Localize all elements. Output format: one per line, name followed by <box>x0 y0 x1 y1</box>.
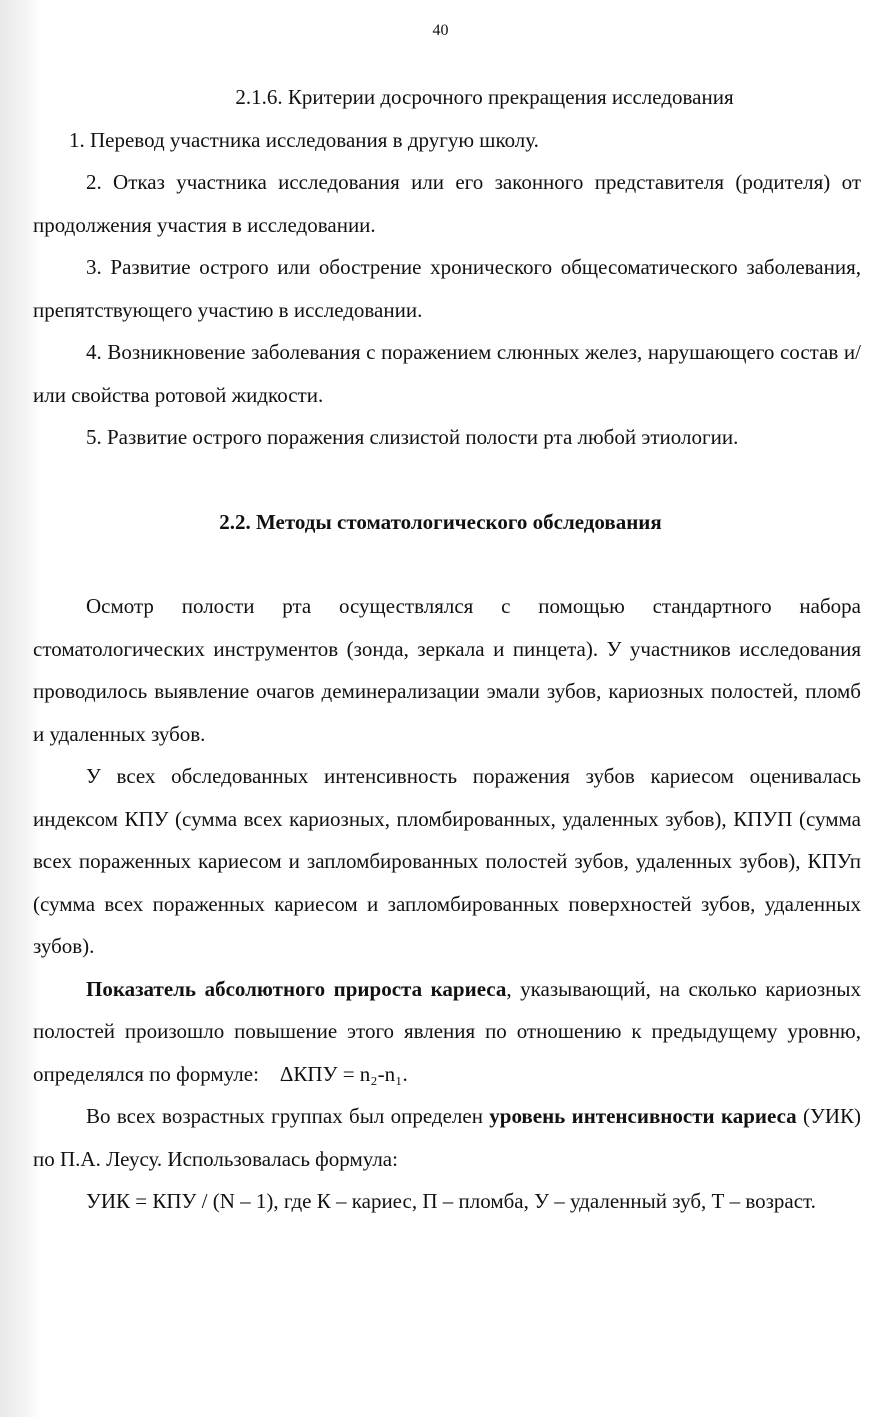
page-number: 40 <box>432 22 449 39</box>
criterion-4: 4. Возникновение заболевания с поражением слюнных желез, нарушающего состав и/или свойства ротовой жидкости. <box>33 340 861 407</box>
caries-intensity-term: уровень интенсивности кариеса <box>489 1104 797 1128</box>
section-2-2-title: 2.2. Методы стоматологического обследования <box>219 509 662 534</box>
paragraph-kpu-index: У всех обследованных интенсивность поражения зубов кариесом оценивалась индексом КПУ (сумма всех кариозных, пломбированных, удаленных зубов), КПУП (сумма всех пораженных кариесом и запломбированных полостей зубов, удаленных зубов), КПУп (сумма всех пораженных кариесом и запломбированных поверхностей зубов, удаленных зубов). <box>33 764 861 958</box>
paragraph-oral-examination: Осмотр полости рта осуществлялся с помощью стандартного набора стоматологических инструментов (зонда, зеркала и пинцета). У участников исследования проводилось выявление очагов деминерализации эмали зубов, кариозных полостей, пломб и удаленных зубов. <box>33 594 861 746</box>
criterion-1: 1. Перевод участника исследования в другую школу. <box>69 127 539 152</box>
section-2-1-6-title: 2.1.6. Критерии досрочного прекращения исследования <box>235 85 734 109</box>
caries-increment-formula: ΔКПУ = n₂-n₁. <box>279 1061 408 1086</box>
caries-intensity-lead: Во всех возрастных группах был определен <box>86 1104 490 1128</box>
caries-intensity-text: (УИК) по П.А. Леусу. Использовалась формула: <box>33 1104 861 1171</box>
criterion-2: 2. Отказ участника исследования или его законного представителя (родителя) от продолжения участия в исследовании. <box>33 170 861 237</box>
criterion-3: 3. Развитие острого или обострение хронического общесоматического заболевания, препятствующего участию в исследовании. <box>33 255 861 322</box>
paragraph-uik-formula: УИК = КПУ / (N – 1), где К – кариес, П – пломба, У – удаленный зуб, Т – возраст. <box>86 1189 816 1213</box>
document-body <box>33 76 861 1223</box>
caries-increment-text: , указывающий, на сколько кариозных полостей произошло повышение этого явления по отношению к предыдущему уровню, определялся по формуле: <box>33 976 861 1086</box>
caries-increment-term: Показатель абсолютного прироста кариеса <box>86 976 507 1001</box>
criterion-5: 5. Развитие острого поражения слизистой полости рта любой этиологии. <box>86 425 739 449</box>
spacer <box>33 543 861 585</box>
paragraph-caries-increment <box>33 968 861 1096</box>
spacer <box>33 459 861 501</box>
paragraph-caries-intensity <box>33 1095 861 1180</box>
